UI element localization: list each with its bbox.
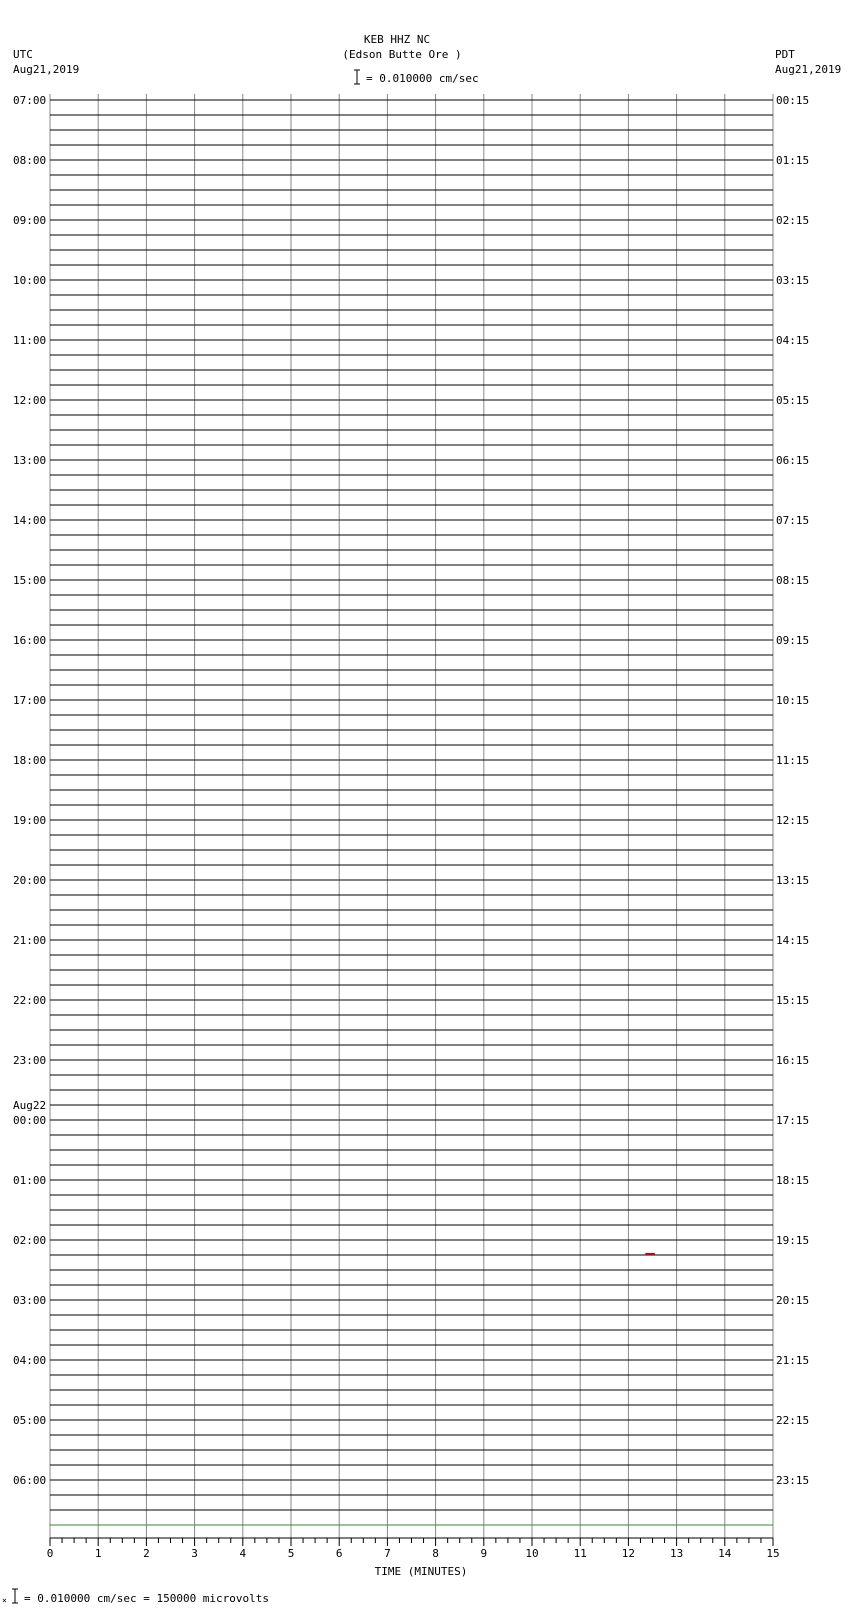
utc-hour-label: 17:00 — [13, 694, 47, 707]
utc-date-label: Aug22 — [13, 1099, 47, 1112]
footer-scale-bar — [2, 1589, 18, 1605]
pdt-hour-labels — [776, 94, 809, 1487]
utc-hour-labels — [13, 94, 46, 1487]
footer-marker-icon: × — [2, 1596, 7, 1605]
utc-hour-label: 20:00 — [13, 874, 47, 887]
left-date: Aug21,2019 — [13, 63, 80, 76]
pdt-hour-label: 20:15 — [776, 1294, 810, 1307]
x-tick-label: 14 — [718, 1547, 732, 1560]
pdt-hour-label: 13:15 — [776, 874, 810, 887]
header-scale-bar — [354, 70, 360, 84]
utc-hour-label: 19:00 — [13, 814, 47, 827]
station-location: (Edson Butte Ore ) — [342, 48, 462, 61]
header-scale-text: = 0.010000 cm/sec — [366, 72, 479, 85]
x-tick-label: 7 — [384, 1547, 391, 1560]
pdt-hour-label: 12:15 — [776, 814, 810, 827]
time-axis — [47, 1538, 780, 1560]
utc-hour-label: 00:00 — [13, 1114, 47, 1127]
x-tick-label: 9 — [480, 1547, 488, 1560]
utc-hour-label: 01:00 — [13, 1174, 47, 1187]
utc-hour-label: 16:00 — [13, 634, 47, 647]
utc-hour-label: 10:00 — [13, 274, 47, 287]
pdt-hour-label: 11:15 — [776, 754, 810, 767]
utc-hour-label: 14:00 — [13, 514, 47, 527]
pdt-hour-label: 14:15 — [776, 934, 810, 947]
pdt-hour-label: 10:15 — [776, 694, 810, 707]
utc-hour-label: 18:00 — [13, 754, 47, 767]
utc-hour-label: 23:00 — [13, 1054, 47, 1067]
x-tick-label: 3 — [191, 1547, 198, 1560]
utc-hour-label: 21:00 — [13, 934, 47, 947]
pdt-hour-label: 21:15 — [776, 1354, 810, 1367]
pdt-hour-label: 18:15 — [776, 1174, 810, 1187]
x-tick-label: 4 — [239, 1547, 247, 1560]
trace-lines — [50, 100, 773, 1525]
footer-scale-text: = 0.010000 cm/sec = 150000 microvolts — [24, 1592, 270, 1605]
pdt-hour-label: 05:15 — [776, 394, 810, 407]
x-tick-label: 10 — [525, 1547, 539, 1560]
pdt-hour-label: 08:15 — [776, 574, 810, 587]
utc-hour-label: 05:00 — [13, 1414, 47, 1427]
pdt-hour-label: 04:15 — [776, 334, 810, 347]
pdt-hour-label: 22:15 — [776, 1414, 810, 1427]
utc-hour-label: 13:00 — [13, 454, 47, 467]
x-tick-label: 12 — [621, 1547, 636, 1560]
pdt-hour-label: 17:15 — [776, 1114, 810, 1127]
x-tick-label: 15 — [766, 1547, 780, 1560]
utc-hour-label: 04:00 — [13, 1354, 47, 1367]
x-tick-label: 13 — [669, 1547, 684, 1560]
x-tick-label: 8 — [432, 1547, 439, 1560]
pdt-hour-label: 07:15 — [776, 514, 810, 527]
pdt-hour-label: 02:15 — [776, 214, 810, 227]
utc-hour-label: 12:00 — [13, 394, 47, 407]
station-title: KEB HHZ NC — [363, 33, 431, 46]
utc-hour-label: 09:00 — [13, 214, 47, 227]
right-timezone: PDT — [775, 48, 795, 61]
x-tick-label: 5 — [287, 1547, 295, 1560]
pdt-hour-label: 00:15 — [776, 94, 810, 107]
utc-hour-label: 03:00 — [13, 1294, 47, 1307]
utc-hour-label: 11:00 — [13, 334, 47, 347]
x-tick-label: 6 — [335, 1547, 343, 1560]
pdt-hour-label: 03:15 — [776, 274, 810, 287]
utc-hour-label: 06:00 — [13, 1474, 47, 1487]
x-tick-label: 0 — [46, 1547, 54, 1560]
right-date: Aug21,2019 — [775, 63, 842, 76]
x-tick-label: 2 — [143, 1547, 150, 1560]
minute-grid — [50, 94, 773, 1538]
utc-hour-label: 22:00 — [13, 994, 47, 1007]
x-tick-label: 11 — [573, 1547, 587, 1560]
pdt-hour-label: 16:15 — [776, 1054, 810, 1067]
pdt-hour-label: 15:15 — [776, 994, 810, 1007]
utc-hour-label: 07:00 — [13, 94, 47, 107]
utc-hour-label: 15:00 — [13, 574, 47, 587]
utc-hour-label: 08:00 — [13, 154, 47, 167]
pdt-hour-label: 09:15 — [776, 634, 810, 647]
left-timezone: UTC — [13, 48, 33, 61]
x-axis-label: TIME (MINUTES) — [374, 1565, 468, 1578]
pdt-hour-label: 06:15 — [776, 454, 810, 467]
x-tick-label: 1 — [94, 1547, 102, 1560]
pdt-hour-label: 23:15 — [776, 1474, 810, 1487]
pdt-hour-label: 19:15 — [776, 1234, 810, 1247]
pdt-hour-label: 01:15 — [776, 154, 810, 167]
utc-hour-label: 02:00 — [13, 1234, 47, 1247]
